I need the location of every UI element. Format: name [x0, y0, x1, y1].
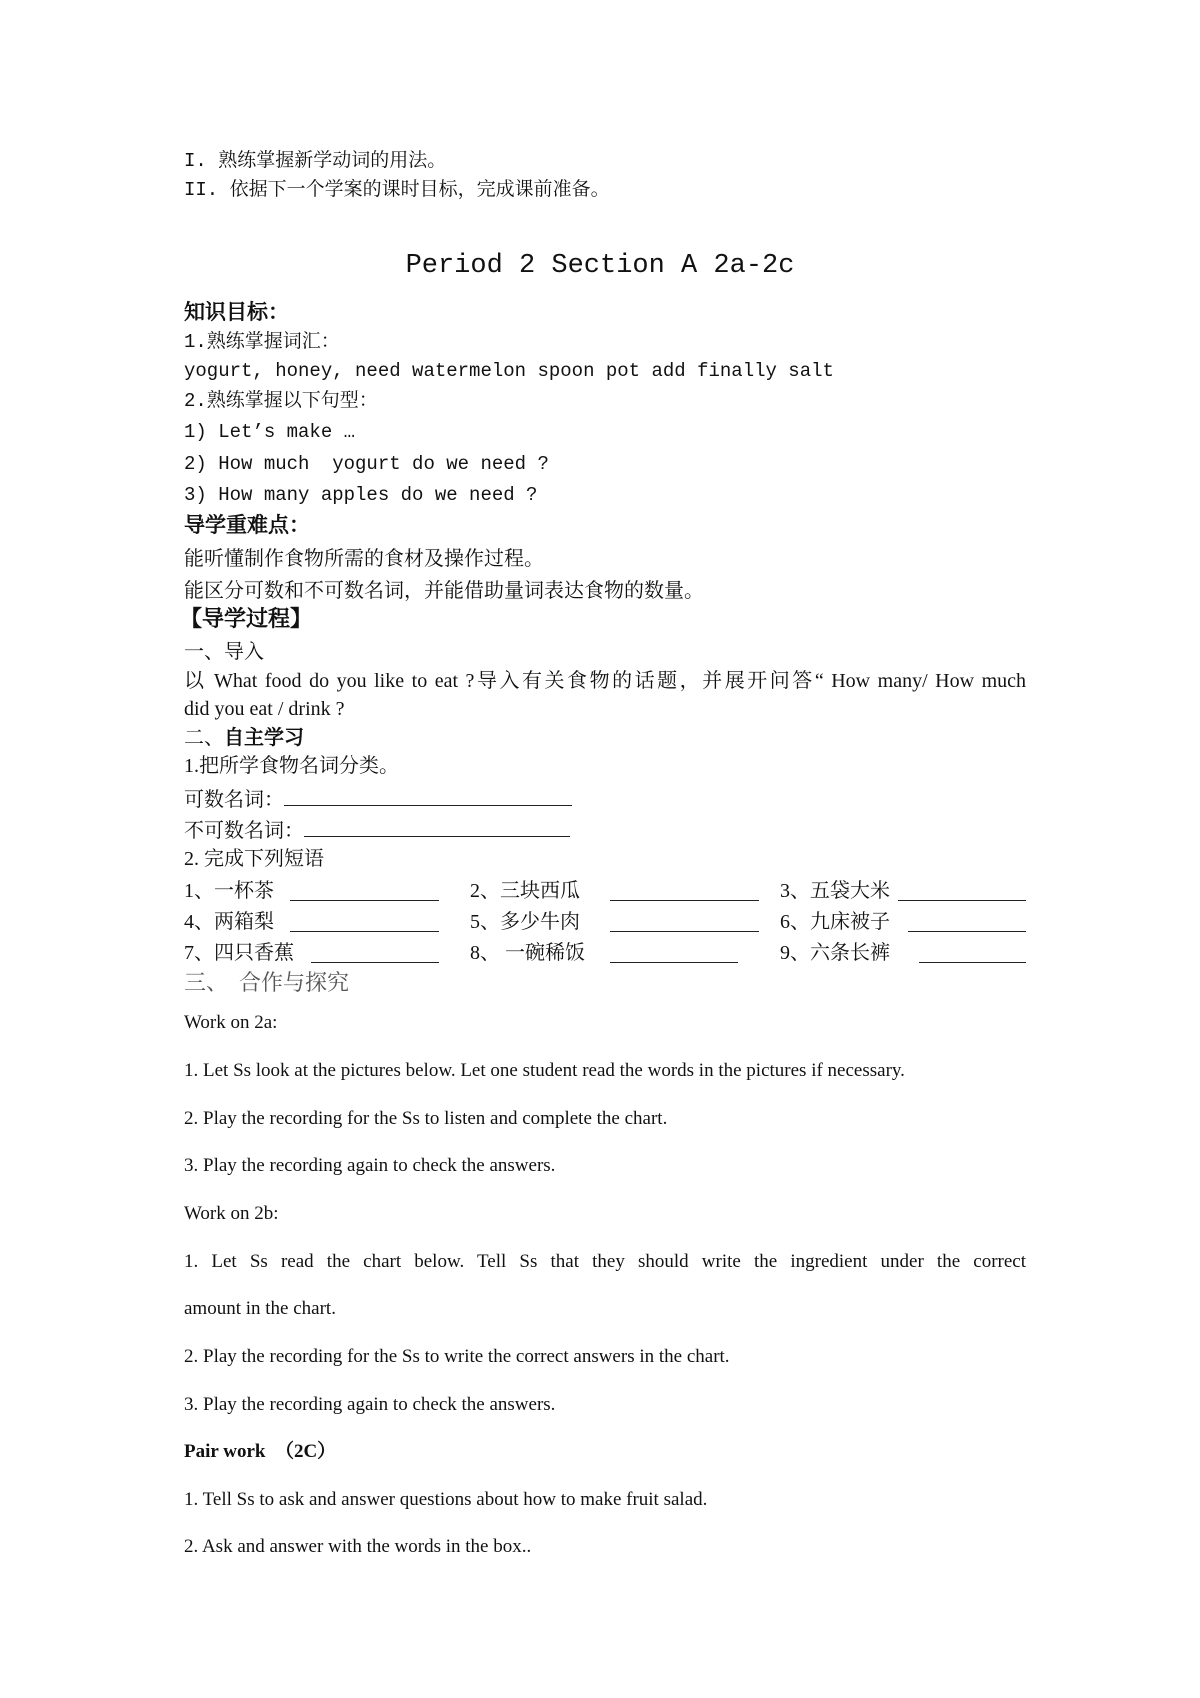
work-2b-step-1a: 1. Let Ss read the chart below. Tell Ss that they should write the ingredient under the correct	[184, 1251, 1026, 1272]
phrase-blank[interactable]	[311, 944, 439, 963]
knowledge-item-2: 2.熟练掌握以下句型：	[184, 390, 378, 412]
pair-work-step-1: 1. Tell Ss to ask and answer questions about how to make fruit salad.	[184, 1489, 708, 1510]
work-2a-heading: Work on 2a:	[184, 1012, 278, 1033]
pair-work-step-2: 2. Ask and answer with the words in the box..	[184, 1536, 532, 1557]
sentence-pattern-2: 2) How much yogurt do we need ?	[184, 453, 549, 475]
pair-work-heading: Pair work （2C）	[184, 1441, 337, 1462]
phrase-item: 2、三块西瓜	[470, 880, 580, 902]
phrase-item: 8、 一碗稀饭	[470, 942, 585, 964]
sentence-pattern-3: 3) How many apples do we need ?	[184, 484, 538, 506]
task-1: 1.把所学食物名词分类。	[184, 755, 399, 777]
phrase-blank[interactable]	[610, 913, 759, 932]
intro-line-2: did you eat / drink ?	[184, 698, 345, 720]
intro-heading: 一、导入	[184, 641, 264, 663]
work-2a-step-1: 1. Let Ss look at the pictures below. Let one student read the words in the pictures if necessary.	[184, 1060, 905, 1081]
cooperation-heading: 三、 合作与探究	[184, 970, 350, 995]
phrase-item: 1、一杯茶	[184, 880, 274, 902]
work-2b-heading: Work on 2b:	[184, 1203, 279, 1224]
phrase-item: 4、两箱梨	[184, 911, 274, 933]
vocabulary-list: yogurt, honey, need watermelon spoon pot add finally salt	[184, 360, 834, 382]
key-points-heading: 导学重难点：	[184, 513, 310, 537]
work-2a-step-2: 2. Play the recording for the Ss to listen and complete the chart.	[184, 1108, 668, 1129]
phrase-blank[interactable]	[919, 944, 1026, 963]
process-heading: 【导学过程】	[180, 607, 313, 632]
self-study-number: 二、	[184, 727, 224, 749]
phrase-blank[interactable]	[908, 913, 1026, 932]
key-point-line-2: 能区分可数和不可数名词，并能借助量词表达食物的数量。	[184, 580, 704, 602]
page-title: Period 2 Section A 2a-2c	[405, 251, 795, 281]
countable-label: 可数名词：	[184, 789, 284, 811]
self-study-text: 自主学习	[224, 725, 304, 749]
uncountable-line	[184, 818, 570, 841]
work-2b-step-1b: amount in the chart.	[184, 1298, 336, 1319]
phrase-item: 3、五袋大米	[780, 880, 890, 902]
phrase-item: 9、六条长裤	[780, 942, 890, 964]
phrase-item: 5、多少牛肉	[470, 911, 580, 933]
objective-line-2: II. 依据下一个学案的课时目标，完成课前准备。	[184, 179, 610, 201]
work-2b-step-2: 2. Play the recording for the Ss to write the correct answers in the chart.	[184, 1346, 730, 1367]
intro-line-1: 以 What food do you like to eat ?导入有关食物的话题，并展开问答“ How many/ How much	[184, 670, 1026, 692]
key-point-line-1: 能听懂制作食物所需的食材及操作过程。	[184, 548, 544, 570]
self-study-heading	[184, 727, 304, 748]
knowledge-item-1: 1.熟练掌握词汇：	[184, 331, 340, 353]
uncountable-label: 不可数名词：	[184, 820, 304, 842]
task-2: 2. 完成下列短语	[184, 848, 324, 870]
phrase-item: 7、四只香蕉	[184, 942, 294, 964]
phrase-blank[interactable]	[610, 882, 759, 901]
objective-line-1: I. 熟练掌握新学动词的用法。	[184, 150, 447, 172]
phrase-blank[interactable]	[898, 882, 1026, 901]
phrase-blank[interactable]	[290, 913, 439, 932]
sentence-pattern-1: 1) Let’s make …	[184, 421, 356, 443]
countable-blank[interactable]	[284, 787, 572, 806]
phrase-blank[interactable]	[610, 944, 738, 963]
work-2a-step-3: 3. Play the recording again to check the answers.	[184, 1155, 556, 1176]
work-2b-step-3: 3. Play the recording again to check the answers.	[184, 1394, 556, 1415]
countable-line	[184, 787, 572, 810]
uncountable-blank[interactable]	[304, 818, 570, 837]
phrase-blank[interactable]	[290, 882, 439, 901]
phrase-item: 6、九床被子	[780, 911, 890, 933]
knowledge-heading: 知识目标：	[184, 300, 289, 324]
